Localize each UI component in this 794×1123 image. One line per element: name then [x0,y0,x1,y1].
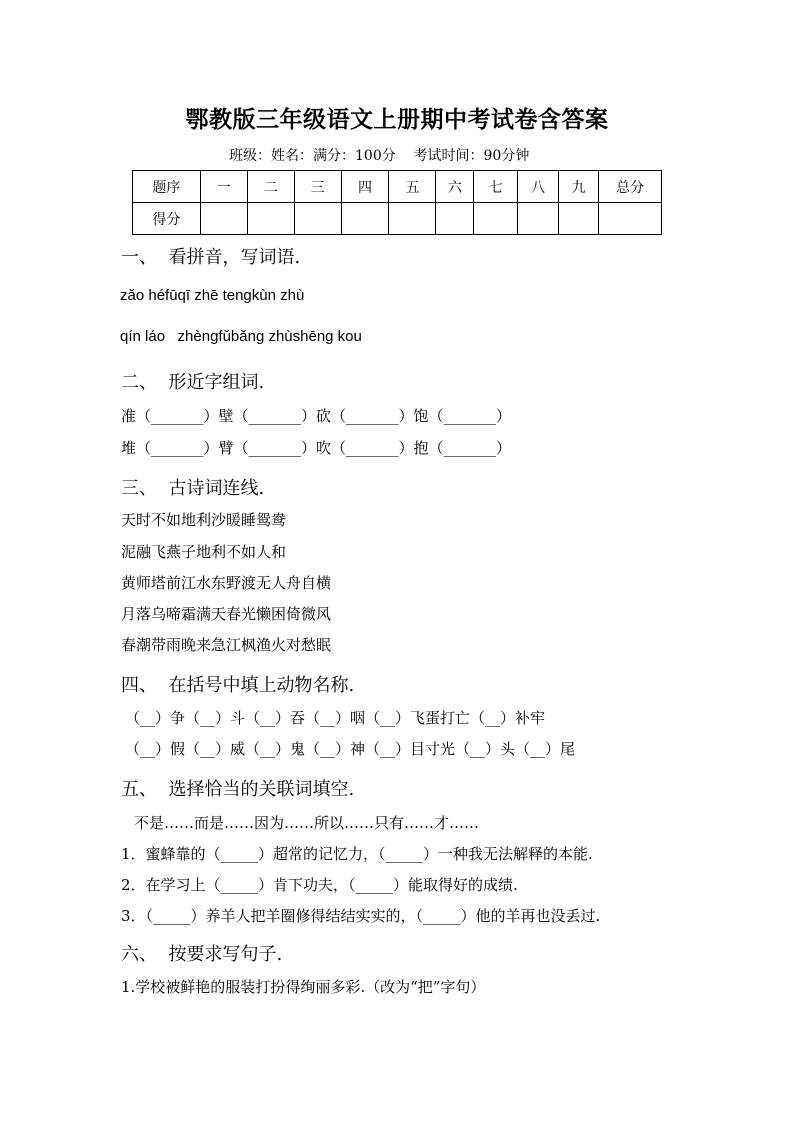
header-cell: 题序 [133,171,201,203]
animal-fill-line: （__）争（__）斗（__）吞（__）咽（__）飞蛋打亡（__）补牢 [125,709,546,727]
score-cell[interactable] [247,203,294,235]
score-cell[interactable] [341,203,389,235]
header-cell: 九 [559,171,599,203]
poem-line: 泥融飞燕子地利不如人和 [121,543,287,561]
header-cell: 二 [247,171,294,203]
conjunction-options: 不是……而是……因为……所以……只有……才…… [134,814,480,832]
section-1-title: 一、 看拼音，写词语. [121,247,301,268]
score-row-label: 得分 [133,203,201,235]
score-cell[interactable] [389,203,436,235]
poem-line: 黄师塔前江水东野渡无人舟自横 [121,574,332,592]
poem-line: 天时不如地利沙暖睡鸳鸯 [121,511,287,529]
rewrite-sentence: 1.学校被鲜艳的服装打扮得绚丽多彩.（改为“把”字句） [121,978,486,996]
exam-info: 班级：姓名：满分：100分 考试时间：90分钟 [229,148,530,164]
score-cell[interactable] [294,203,341,235]
header-cell: 五 [389,171,436,203]
score-cell[interactable] [200,203,247,235]
header-cell: 总分 [599,171,662,203]
word-group-line: 准（_______）壁（_______）砍（_______）饱（_______） [121,407,512,425]
poem-line: 月落乌啼霜满天春光懒困倚微风 [121,605,332,623]
header-cell: 八 [518,171,559,203]
section-4-title: 四、 在括号中填上动物名称. [121,675,355,696]
exam-title: 鄂教版三年级语文上册期中考试卷含答案 [185,106,609,133]
score-cell[interactable] [599,203,662,235]
score-cell[interactable] [559,203,599,235]
score-cell[interactable] [474,203,518,235]
word-group-line: 堆（_______）臂（_______）吹（_______）抱（_______） [121,439,512,457]
section-3-title: 三、 古诗词连线. [121,478,265,499]
header-cell: 一 [200,171,247,203]
animal-fill-line: （__）假（__）威（__）鬼（__）神（__）目寸光（__）头（__）尾 [125,740,576,758]
fill-sentence: 3．（_____）养羊人把羊圈修得结结实实的，（_____）他的羊再也没丢过. [121,907,601,925]
score-table [132,170,662,235]
header-cell: 七 [474,171,518,203]
header-cell: 四 [341,171,389,203]
section-5-title: 五、 选择恰当的关联词填空. [121,779,355,800]
score-cell[interactable] [436,203,474,235]
pinyin-line: zǎo héfūqī zhē tengkùn zhù [120,287,305,304]
header-cell: 六 [436,171,474,203]
section-6-title: 六、 按要求写句子. [121,944,283,965]
fill-sentence: 1．蜜蜂靠的（_____）超常的记忆力，（_____）一种我无法解释的本能. [121,845,593,863]
score-cell[interactable] [518,203,559,235]
score-table-score-row [133,203,662,235]
score-table-header-row [133,171,662,203]
section-2-title: 二、 形近字组词. [121,372,265,393]
header-cell: 三 [294,171,341,203]
pinyin-line: qín láo zhèngfǔbǎng zhùshēng kou [120,328,362,345]
fill-sentence: 2．在学习上（_____）肯下功夫，（_____）能取得好的成绩. [121,876,518,894]
poem-line: 春潮带雨晚来急江枫渔火对愁眠 [121,636,332,654]
